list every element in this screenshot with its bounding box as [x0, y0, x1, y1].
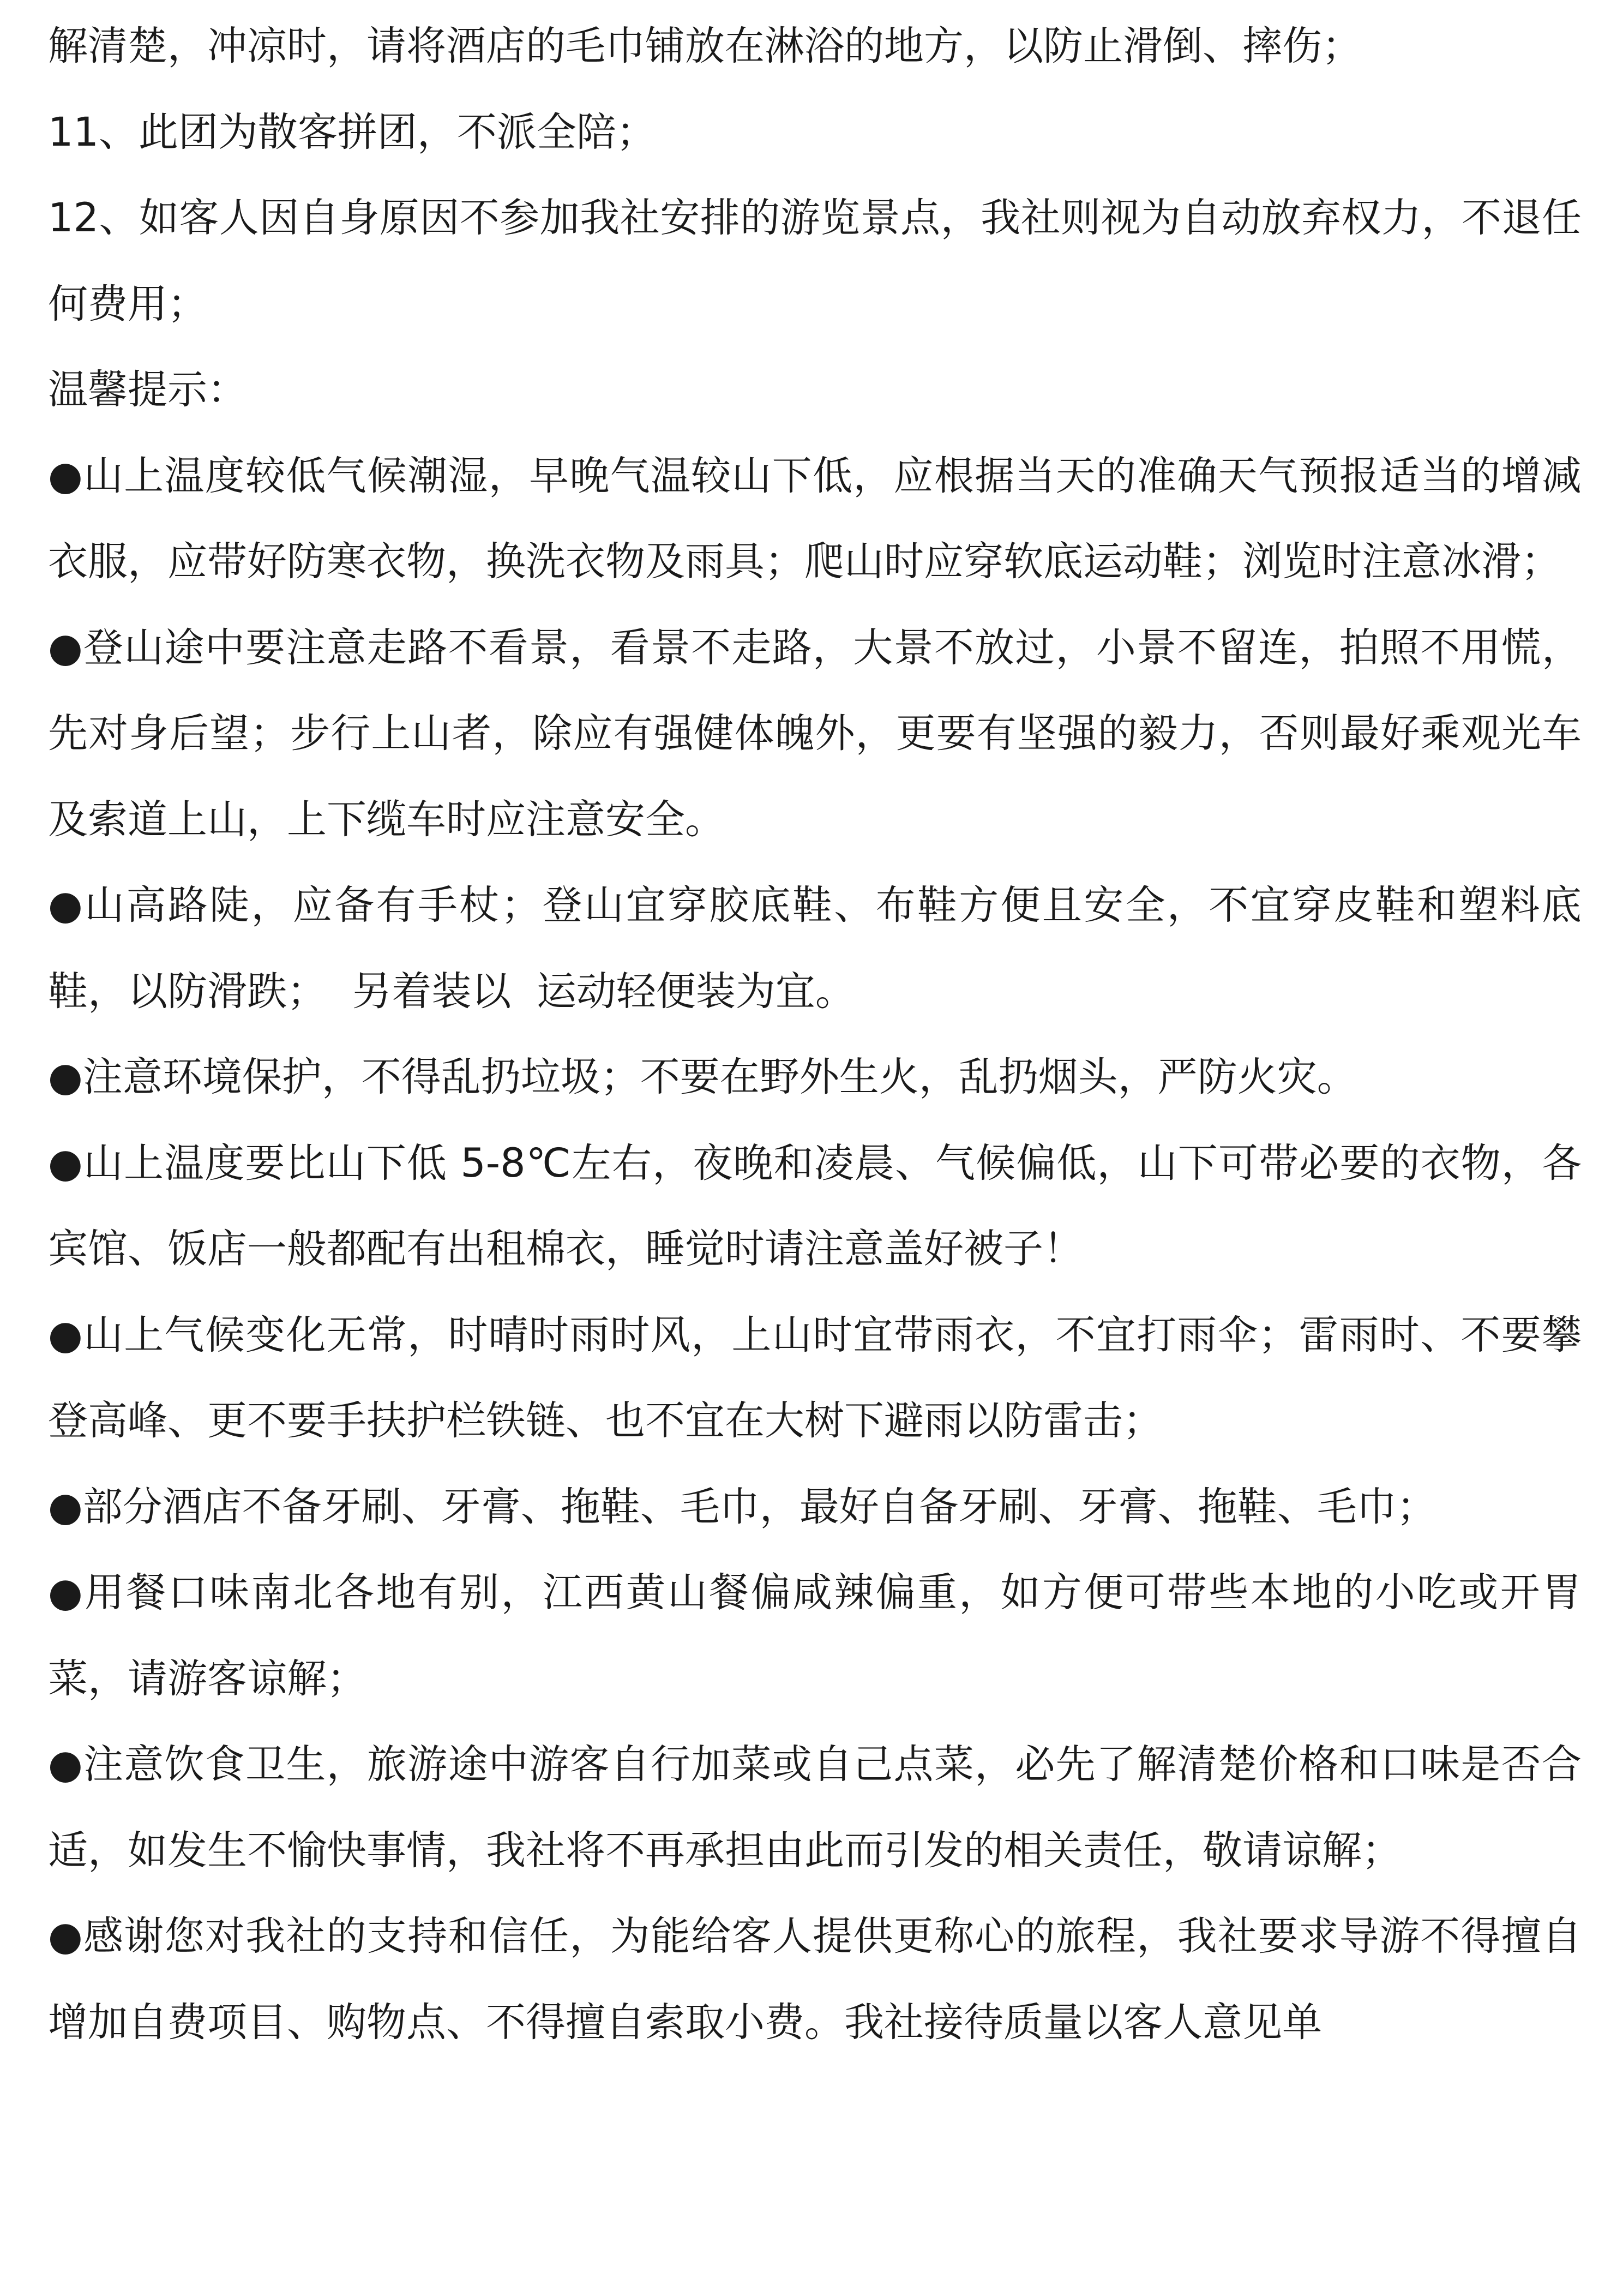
- tip-footwear: ●山高路陡，应备有手杖；登山宜穿胶底鞋、布鞋方便且安全，不宜穿皮鞋和塑料底鞋，以防滑跌； 另着装以 运动轻便装为宜。: [48, 882, 1582, 1015]
- tip-food-hygiene: ●注意饮食卫生，旅游途中游客自行加菜或自己点菜，必先了解清楚价格和口味是否合适，如发生不愉快事情，我社将不再承担由此而引发的相关责任，敬请谅解；: [48, 1741, 1582, 1874]
- section-heading-tips: 温馨提示：: [48, 367, 247, 413]
- tip-night-temperature: ●山上温度要比山下低 5-8℃左右，夜晚和凌晨、气候偏低，山下可带必要的衣物，各宾馆、饭店一般都配有出租棉衣，睡觉时请注意盖好被子！: [48, 1140, 1582, 1272]
- paragraph-shower-safety: 解清楚，冲凉时，请将酒店的毛巾铺放在淋浴的地方，以防止滑倒、摔伤；: [48, 23, 1362, 69]
- tip-thanks-service: ●感谢您对我社的支持和信任，为能给客人提供更称心的旅程，我社要求导游不得擅自增加自费项目、购物点、不得擅自索取小费。我社接待质量以客人意见单: [48, 1913, 1582, 2046]
- tip-mountain-temperature: ●山上温度较低气候潮湿，早晚气温较山下低，应根据当天的准确天气预报适当的增减衣服，应带好防寒衣物，换洗衣物及雨具；爬山时应穿软底运动鞋；浏览时注意冰滑；: [48, 452, 1582, 585]
- document-body: [48, 3, 1582, 2065]
- tip-toiletries: ●部分酒店不备牙刷、牙膏、拖鞋、毛巾，最好自备牙刷、牙膏、拖鞋、毛巾；: [48, 1483, 1436, 1530]
- paragraph-item-12: 12、如客人因自身原因不参加我社安排的游览景点，我社则视为自动放弃权力，不退任何费用；: [48, 195, 1582, 327]
- tip-environment: ●注意环境保护，不得乱扔垃圾；不要在野外生火，乱扔烟头，严防火灾。: [48, 1054, 1357, 1100]
- tip-food-taste: ●用餐口味南北各地有别，江西黄山餐偏咸辣偏重，如方便可带些本地的小吃或开胃菜，请游客谅解；: [48, 1569, 1582, 1702]
- tip-weather-lightning: ●山上气候变化无常，时晴时雨时风，上山时宜带雨衣，不宜打雨伞；雷雨时、不要攀登高峰、更不要手扶护栏铁链、也不宜在大树下避雨以防雷击；: [48, 1311, 1582, 1444]
- tip-climbing-safety: ●登山途中要注意走路不看景，看景不走路，大景不放过，小景不留连，拍照不用慌，先对身后望；步行上山者，除应有强健体魄外，更要有坚强的毅力，否则最好乘观光车及索道上山，上下缆车时应注意安全。: [48, 624, 1582, 843]
- paragraph-item-11: 11、此团为散客拼团，不派全陪；: [48, 109, 656, 155]
